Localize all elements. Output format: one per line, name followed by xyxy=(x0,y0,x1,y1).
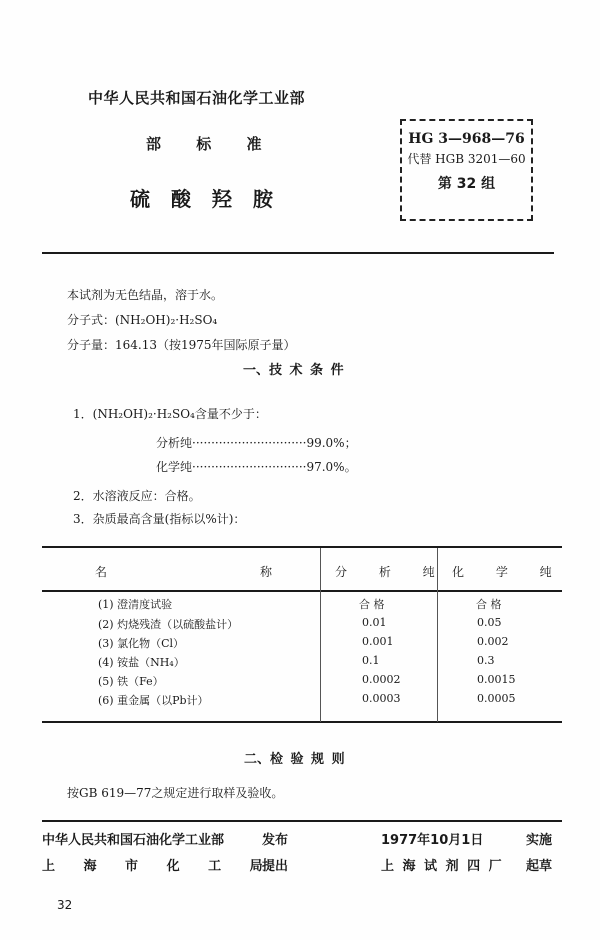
section-heading-technical: 一、技 术 条 件 xyxy=(243,363,344,378)
description-text: 本试剂为无色结晶，溶于水。 xyxy=(67,288,224,302)
analytical-value: 0.1 xyxy=(362,654,380,667)
standard-type: 部 标 准 xyxy=(146,135,262,153)
inspection-rule-text: 按GB 619—77之规定进行取样及验收。 xyxy=(67,786,284,800)
proposer-org: 上 海 市 化 工 局 xyxy=(42,859,263,874)
header-name-part1: 名 xyxy=(95,565,108,579)
header-name-part2: 称 xyxy=(260,565,273,579)
content-requirement: 1．(NH₂OH)₂·H₂SO₄含量不少于： xyxy=(73,407,267,421)
solution-reaction: 2．水溶液反应：合格。 xyxy=(73,489,201,503)
header-divider xyxy=(42,252,554,254)
analytical-value: 0.0002 xyxy=(362,673,401,686)
header-chemical: 化 学 纯 xyxy=(452,565,552,579)
replaces-code: 代替 HGB 3201—60 xyxy=(407,152,526,166)
analytical-value: 合 格 xyxy=(359,598,385,611)
grade-label: 分析纯 xyxy=(156,436,193,450)
chemical-value: 0.3 xyxy=(477,654,495,667)
table-bottom-rule xyxy=(42,721,562,723)
standard-code-box xyxy=(400,119,533,221)
propose-label: 提出 xyxy=(262,859,289,874)
drafter-org: 上 海 试 剂 四 厂 xyxy=(381,859,502,874)
draft-label: 起草 xyxy=(526,859,553,874)
header-analytical: 分 析 纯 xyxy=(335,565,435,579)
table-row xyxy=(0,635,600,655)
table-top-rule xyxy=(42,546,562,548)
impurity-name: (5) 铁（Fe） xyxy=(98,675,164,688)
grade-analytical-line xyxy=(156,434,357,451)
chemical-value: 0.05 xyxy=(477,616,502,629)
table-row xyxy=(0,596,600,616)
implement-label: 实施 xyxy=(526,833,553,848)
table-row xyxy=(0,616,600,636)
section-heading-inspection: 二、检 验 规 则 xyxy=(244,752,345,767)
leader-dots: ······························ xyxy=(192,460,307,474)
chemical-value: 0.0015 xyxy=(477,673,516,686)
analytical-value: 0.001 xyxy=(362,635,394,648)
chemical-value: 0.0005 xyxy=(477,692,516,705)
chemical-value: 0.002 xyxy=(477,635,509,648)
impurity-name: (2) 灼烧残渣（以硫酸盐计） xyxy=(98,618,239,631)
page-number: 32 xyxy=(57,898,73,912)
formula-text: 分子式：(NH₂OH)₂·H₂SO₄ xyxy=(67,313,218,327)
table-row xyxy=(0,654,600,674)
chemical-value: 合 格 xyxy=(476,598,502,611)
leader-dots: ······························ xyxy=(192,436,307,450)
ministry-name: 中华人民共和国石油化学工业部 xyxy=(88,89,306,107)
grade-chemical-line xyxy=(156,458,357,475)
footer-divider xyxy=(42,820,562,822)
analytical-value: 0.01 xyxy=(362,616,387,629)
table-row xyxy=(0,673,600,693)
publisher-org: 中华人民共和国石油化学工业部 xyxy=(42,833,225,848)
molecular-weight-text: 分子量：164.13（按1975年国际原子量） xyxy=(67,338,296,352)
group-number: 第 32 组 xyxy=(437,176,496,192)
standard-code: HG 3—968—76 xyxy=(408,131,525,147)
impurity-name: (6) 重金属（以Pb计） xyxy=(98,694,209,707)
table-row xyxy=(0,692,600,712)
document-title: 硫 酸 羟 胺 xyxy=(130,187,273,211)
grade-value: 97.0%。 xyxy=(306,460,357,474)
impurity-name: (4) 铵盐（NH₄） xyxy=(98,656,185,669)
publish-label: 发布 xyxy=(262,833,289,848)
grade-label: 化学纯 xyxy=(156,460,193,474)
table-header-rule xyxy=(42,590,562,592)
implementation-date: 1977年10月1日 xyxy=(381,833,484,848)
impurity-intro: 3．杂质最高含量(指标以%计)： xyxy=(73,512,246,526)
impurity-name: (3) 氯化物（Cl） xyxy=(98,637,185,650)
grade-value: 99.0%； xyxy=(306,436,357,450)
impurity-name: (1) 澄清度试验 xyxy=(98,598,173,611)
analytical-value: 0.0003 xyxy=(362,692,401,705)
